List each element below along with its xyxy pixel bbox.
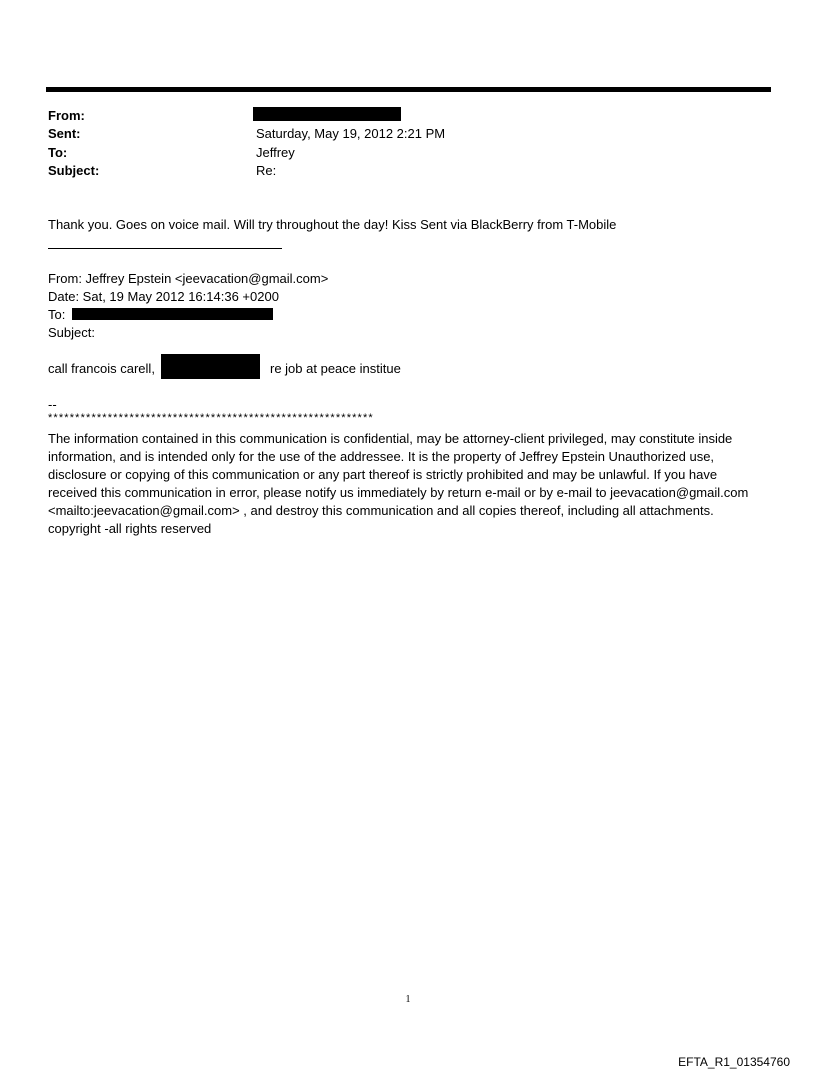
bates-number: EFTA_R1_01354760 [678, 1055, 790, 1069]
quoted-from-line: From: Jeffrey Epstein <jeevacation@gmail.com> [48, 271, 329, 286]
page-number: 1 [405, 994, 411, 1005]
quoted-subject-line: Subject: [48, 325, 95, 340]
quoted-body-end: re job at peace institue [270, 361, 401, 376]
subject-value: Re: [256, 163, 277, 178]
sent-label: Sent: [48, 126, 81, 141]
quoted-body-start: call francois carell, [48, 361, 155, 376]
to-label: To: [48, 145, 68, 160]
body-redaction [161, 354, 260, 379]
star-separator: ************************************************************ [48, 412, 374, 424]
to-value: Jeffrey [256, 145, 295, 160]
quoted-date-line: Date: Sat, 19 May 2012 16:14:36 +0200 [48, 289, 279, 304]
quoted-to-line: To: [48, 307, 66, 322]
quote-separator [48, 248, 282, 249]
subject-label: Subject: [48, 163, 100, 178]
sent-value: Saturday, May 19, 2012 2:21 PM [256, 126, 446, 141]
signature-dash: -- [48, 397, 57, 412]
confidentiality-disclaimer: The information contained in this communication is confidential, may be attorney-client privileged, may constitute inside information, and is intended only for the use of the addressee. It is the property of Jeffrey Epstein Unauthorized use, disclosure or copying of this communication or any part thereof is strictly prohibited and may be unlawful. If you have received this communication in error, please notify us immediately by return e-mail or by e-mail to jeevacation@gmail.com <mailto:jeevacation@gmail.com> , and destroy this communication and all copies thereof, including all attachments. copyright -all rights reserved [48, 431, 749, 536]
from-label: From: [48, 108, 85, 123]
reply-text: Thank you. Goes on voice mail. Will try throughout the day! Kiss Sent via BlackBerry from T-Mobile [48, 217, 617, 232]
to-redaction [72, 308, 273, 320]
header-rule [46, 87, 771, 92]
from-redaction [253, 107, 401, 121]
